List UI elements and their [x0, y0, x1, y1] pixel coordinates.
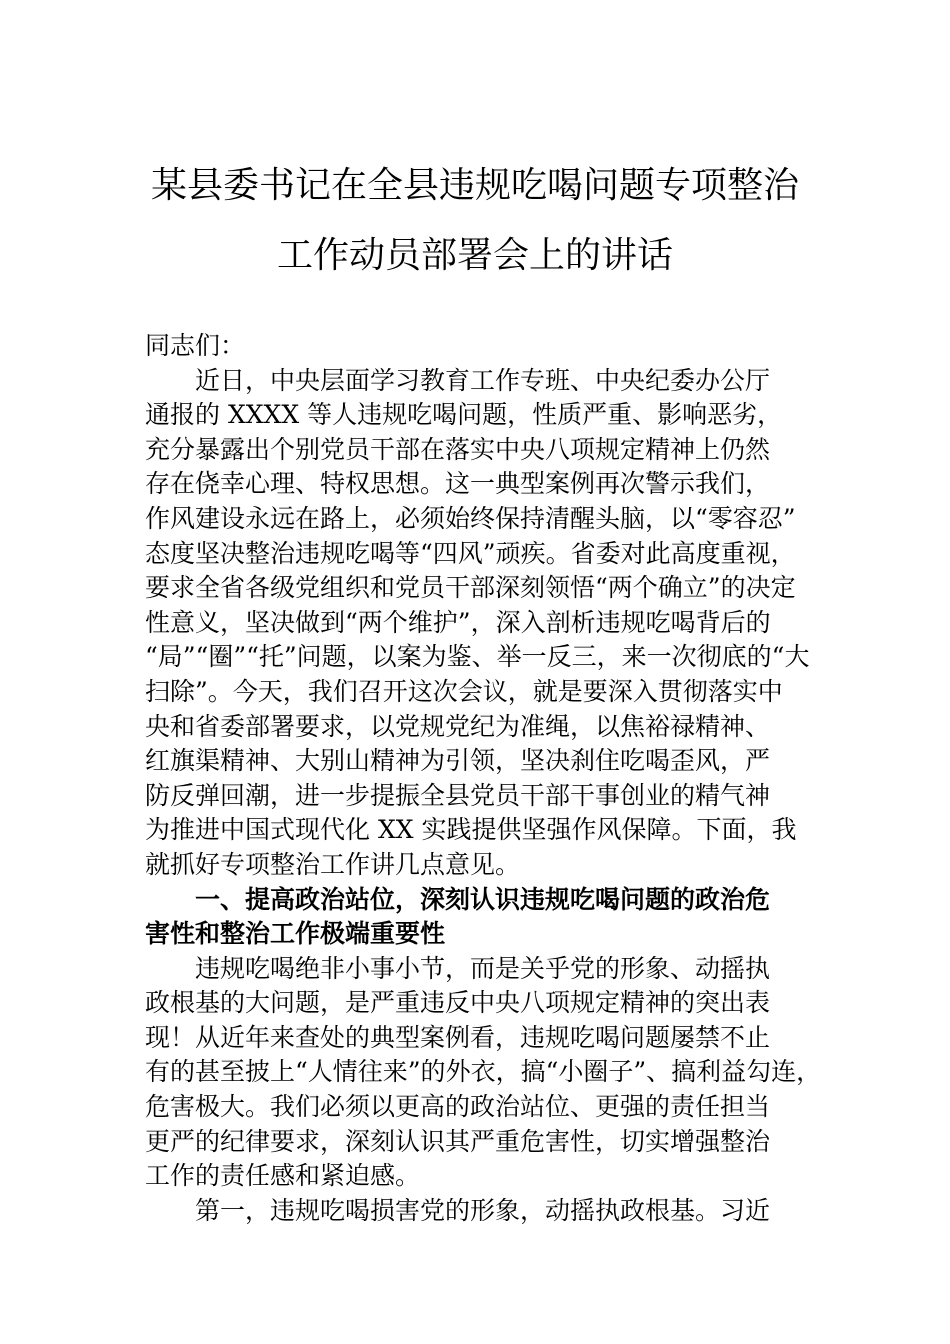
paragraph-line: 态度坚决整治违规吃喝等“四风”顽疾。省委对此高度重视，: [145, 538, 796, 568]
paragraph-line: 更严的纪律要求，深刻认识其严重危害性，切实增强整治: [145, 1126, 771, 1156]
paragraph-line: 充分暴露出个别党员干部在落实中央八项规定精神上仍然: [145, 434, 771, 464]
paragraph-line: 作风建设永远在路上，必须始终保持清醒头脑，以“零容忍”: [145, 503, 796, 533]
paragraph-line: 防反弹回潮，进一步提振全县党员干部干事创业的精气神: [145, 780, 771, 810]
document-title-line-2: 工作动员部署会上的讲话: [276, 235, 673, 276]
paragraph-line: 红旗渠精神、大别山精神为引领，坚决刹住吃喝歪风，严: [145, 746, 771, 776]
heading-line: 一、提高政治站位，深刻认识违规吃喝问题的政治危: [195, 884, 771, 914]
paragraph-line: 违规吃喝绝非小事小节，而是关乎党的形象、动摇执: [195, 953, 771, 983]
paragraph-line: 近日，中央层面学习教育工作专班、中央纪委办公厅: [195, 365, 771, 395]
paragraph-line: 就抓好专项整治工作讲几点意见。: [145, 849, 521, 879]
paragraph-line: 要求全省各级党组织和党员干部深刻领悟“两个确立”的决定: [145, 573, 796, 603]
paragraph-line: 第一，违规吃喝损害党的形象，动摇执政根基。习近: [195, 1195, 771, 1225]
paragraph-line: 工作的责任感和紧迫感。: [145, 1161, 421, 1191]
section-heading-1: [145, 883, 835, 952]
heading-line: 害性和整治工作极端重要性: [145, 919, 446, 949]
paragraph-line: 扫除”。今天，我们召开这次会议，就是要深入贯彻落实中: [145, 676, 783, 706]
paragraph-3: [145, 1194, 835, 1229]
paragraph-line: 危害极大。我们必须以更高的政治站位、更强的责任担当: [145, 1092, 771, 1122]
document-title-line-1: 某县委书记在全县违规吃喝问题专项整治: [150, 165, 799, 206]
paragraph-line: 存在侥幸心理、特权思想。这一典型案例再次警示我们，: [145, 469, 771, 499]
document-body: [145, 329, 835, 1228]
paragraph-line: 政根基的大问题，是严重违反中央八项规定精神的突出表: [145, 988, 771, 1018]
paragraph-line: 性意义，坚决做到“两个维护”，深入剖析违规吃喝背后的: [145, 607, 771, 637]
paragraph-line: 为推进中国式现代化 XX 实践提供坚强作风保障。下面，我: [145, 815, 797, 845]
paragraph-1: [145, 364, 835, 883]
paragraph-line: 现！从近年来查处的典型案例看，违规吃喝问题屡禁不止: [145, 1022, 771, 1052]
paragraph-2: [145, 952, 835, 1194]
greeting: 同志们：: [145, 331, 246, 360]
paragraph-line: 有的甚至披上“人情往来”的外衣，搞“小圈子”、搞利益勾连，: [145, 1057, 822, 1087]
paragraph-line: “局”“圈”“托”问题，以案为鉴、举一反三，来一次彻底的“大: [145, 642, 810, 672]
paragraph-line: 央和省委部署要求，以党规党纪为准绳，以焦裕禄精神、: [145, 711, 771, 741]
paragraph-line: 通报的 XXXX 等人违规吃喝问题，性质严重、影响恶劣，: [145, 400, 783, 430]
